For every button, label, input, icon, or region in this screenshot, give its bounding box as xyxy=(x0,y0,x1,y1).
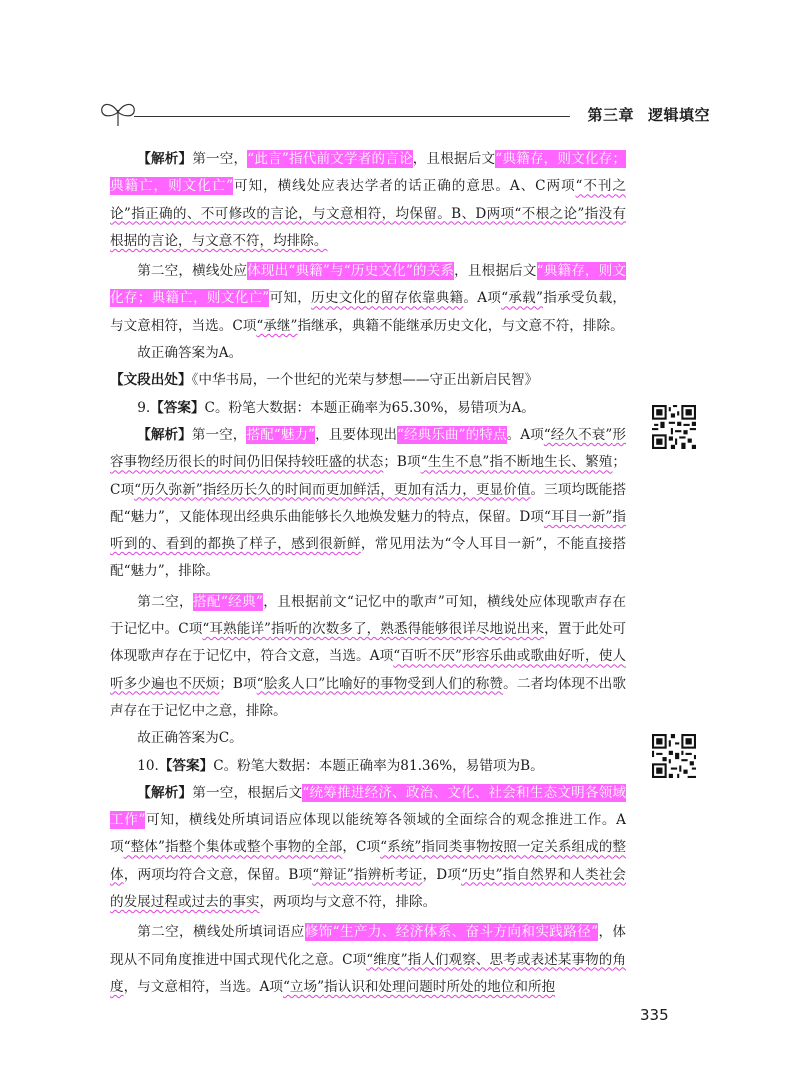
option-term: “耳目一新” xyxy=(543,508,613,525)
sprout-icon xyxy=(98,96,138,130)
option-definition: 指听到的、看到的都换了样子，感到很新鲜 xyxy=(110,508,626,553)
option-term: “经久不衰” xyxy=(543,426,613,443)
answer-conclusion-2: 故正确答案为C。 xyxy=(137,730,243,747)
highlight: “统筹推进经济、政治、文化、社会和生态文明各领域工作” xyxy=(110,784,627,829)
analysis-paragraph-2: 第二空，横线处应体现出“典籍”与“历史文化”的关系，且根据后文“典籍存，则文化存；典籍亡，则文化亡”可知，历史文化的留存依靠典籍。A项“承载”指承受负载，与文意相符，当选。C项“承继”指继承，典籍不能继承历史文化，与文意不符，排除。 xyxy=(110,263,627,334)
option-definition: 指整个集体或整个事物的全部 xyxy=(164,839,343,856)
chapter-title: 逻辑填空 xyxy=(647,106,710,124)
option-definition: 指同类事物按照一定关系组成的整体 xyxy=(110,839,627,883)
option-term: “脍炙人口” xyxy=(256,675,326,692)
highlight: “经典乐曲”的特点 xyxy=(397,426,507,443)
answer-stats: C。粉笔大数据：本题正确率为81.36%，易错项为B。 xyxy=(213,757,544,774)
highlight: 搭配“魅力” xyxy=(246,426,316,443)
option-term: “不根之论” xyxy=(514,205,585,222)
option-definition: 指认识和处理问题时所处的地位和所抱 xyxy=(324,978,556,995)
header-rule xyxy=(134,116,570,117)
option-definition: 指不断地生长、繁殖 xyxy=(489,454,613,471)
option-term: “不刊之论” xyxy=(110,178,627,222)
chapter-number: 第三章 xyxy=(587,106,634,124)
highlight: “此言”指代前文学者的言论 xyxy=(247,151,413,167)
option-term: “历久弥新” xyxy=(134,481,203,498)
highlight: 修饰“生产力、经济体系、奋斗方向和实践路径” xyxy=(304,924,599,941)
analysis-paragraph-5: 【解析】第一空，根据后文“统筹推进经济、政治、文化、社会和生态文明各领域工作”可知，横线处所填词语应体现以能统筹各领域的全面综合的观念推进工作。A项“整体”指整个集体或整个事物的全部，C项“系统”指同类事物按照一定关系组成的整体，两项均符合文意，保留。B项“辩证”指辨析考证，D项“历史”指自然界和人类社会的发展过程或过去的事实，两项均与文意不符，排除。 xyxy=(110,784,627,911)
chapter-heading xyxy=(587,104,710,125)
option-definition: 指经历长久的时间而更加鲜活，更加有活力，更显价值 xyxy=(202,481,531,498)
option-definition: 形容事物经历很长的时间仍旧保持较旺盛的状态 xyxy=(110,426,627,471)
option-definition: 指没有根据的言论，与文意不符，均排除。 xyxy=(110,205,627,249)
source-label: 【文段出处】 xyxy=(110,372,192,389)
option-definition: 指自然界和人类社会的发展过程或过去的事实 xyxy=(110,866,627,911)
analysis-label: 【解析】 xyxy=(137,784,193,801)
option-definition: 比喻好的事物受到人们的称赞 xyxy=(325,675,504,692)
highlight: “典籍存，则文化存；典籍亡，则文化亡” xyxy=(110,263,627,307)
analysis-paragraph-3: 【解析】第一空，搭配“魅力”，且要体现出“经典乐曲”的特点。A项“经久不衰”形容事物经历很长的时间仍旧保持较旺盛的状态；B项“生生不息”指不断地生长、繁殖；C项“历久弥新”指经历长久的时间而更加鲜活，更加有活力，更显价值。三项均既能搭配“魅力”，又能体现出经典乐曲能够长久地焕发魅力的特点，保留。D项“耳目一新”指听到的、看到的都换了样子，感到很新鲜，常见用法为“令人耳目一新”，不能直接搭配“魅力”，排除。 xyxy=(110,426,627,580)
option-term: “承继” xyxy=(256,317,298,334)
question-number: 9. xyxy=(137,399,151,416)
source-title: 《中华书局，一个世纪的光荣与梦想——守正出新启民智》 xyxy=(191,372,539,389)
source-line xyxy=(110,367,626,394)
qr-code-icon[interactable] xyxy=(652,734,696,778)
question-number: 10. xyxy=(137,757,159,774)
option-term: “历史” xyxy=(461,866,503,883)
option-definition: 指正确的、不可修改的言论，与文意相符，均保留。B、D两项 xyxy=(130,205,515,222)
answer-conclusion-1: 故正确答案为A。 xyxy=(137,345,243,362)
highlight: 体现出“典籍”与“历史文化”的关系 xyxy=(247,263,455,280)
analysis-paragraph-6: 第二空，横线处所填词语应修饰“生产力、经济体系、奋斗方向和实践路径”，体现从不同角度推进中国式现代化之意。C项“维度”指人们观察、思考或表述某事物的角度，与文意相符，当选。A项“立场”指认识和处理问题时所处的地位和所抱 xyxy=(110,924,627,995)
analysis-paragraph-1: 【解析】第一空，“此言”指代前文学者的言论，且根据后文“典籍存，则文化存；典籍亡，则文化亡”可知，横线处应表达学者的话正确的意思。A、C两项“不刊之论”指正确的、不可修改的言论，与文意相符，均保留。B、D两项“不根之论”指没有根据的言论，与文意不符，均排除。 xyxy=(110,151,627,249)
answer-label: 【答案】 xyxy=(150,399,205,416)
highlight: “典籍存，则文化存；典籍亡，则文化亡” xyxy=(110,151,626,195)
option-definition: 形容乐曲或歌曲好听，使人听多少遍也不厌烦 xyxy=(110,648,626,692)
option-term: “耳熟能详” xyxy=(202,621,271,638)
option-term: “维度” xyxy=(366,951,408,968)
page-header xyxy=(98,96,710,136)
option-definition: 指听的次数多了，熟悉得能够很详尽地说出来 xyxy=(270,621,545,638)
option-term: “立场” xyxy=(282,978,325,995)
answer-line-9 xyxy=(110,395,626,422)
option-definition: 指人们观察、思考或表述某事物的角度 xyxy=(110,951,627,995)
page-number: 335 xyxy=(640,1006,669,1024)
option-term: “百听不厌” xyxy=(393,648,462,665)
analysis-paragraph-4: 第二空，搭配“经典”，且根据前文“记忆中的歌声”可知，横线处应体现歌声存在于记忆中。C项“耳熟能详”指听的次数多了，熟悉得能够很详尽地说出来，置于此处可体现歌声存在于记忆中，符合文意，当选。A项“百听不厌”形容乐曲或歌曲好听，使人听多少遍也不厌烦；B项“脍炙人口”比喻好的事物受到人们的称赞。二者均体现不出歌声存在于记忆中之意，排除。 xyxy=(110,593,627,719)
qr-code-icon[interactable] xyxy=(652,405,696,449)
underlined-text: 历史文化的留存依靠典籍 xyxy=(311,290,464,307)
option-term: “系统” xyxy=(380,839,422,856)
answer-line-10 xyxy=(110,753,626,780)
highlight: 搭配“经典” xyxy=(192,593,263,610)
option-term: “生生不息” xyxy=(420,454,490,471)
option-definition: 指辨析考证 xyxy=(353,866,423,883)
answer-label: 【答案】 xyxy=(158,757,214,774)
option-term: “辩证” xyxy=(312,866,354,883)
answer-stats: C。粉笔大数据：本题正确率为65.30%，易错项为A。 xyxy=(204,399,535,416)
option-term: “承载” xyxy=(501,290,543,307)
explanation-body xyxy=(110,146,626,1001)
option-term: “整体” xyxy=(123,839,165,856)
analysis-label: 【解析】 xyxy=(137,426,192,443)
analysis-label: 【解析】 xyxy=(137,151,193,167)
